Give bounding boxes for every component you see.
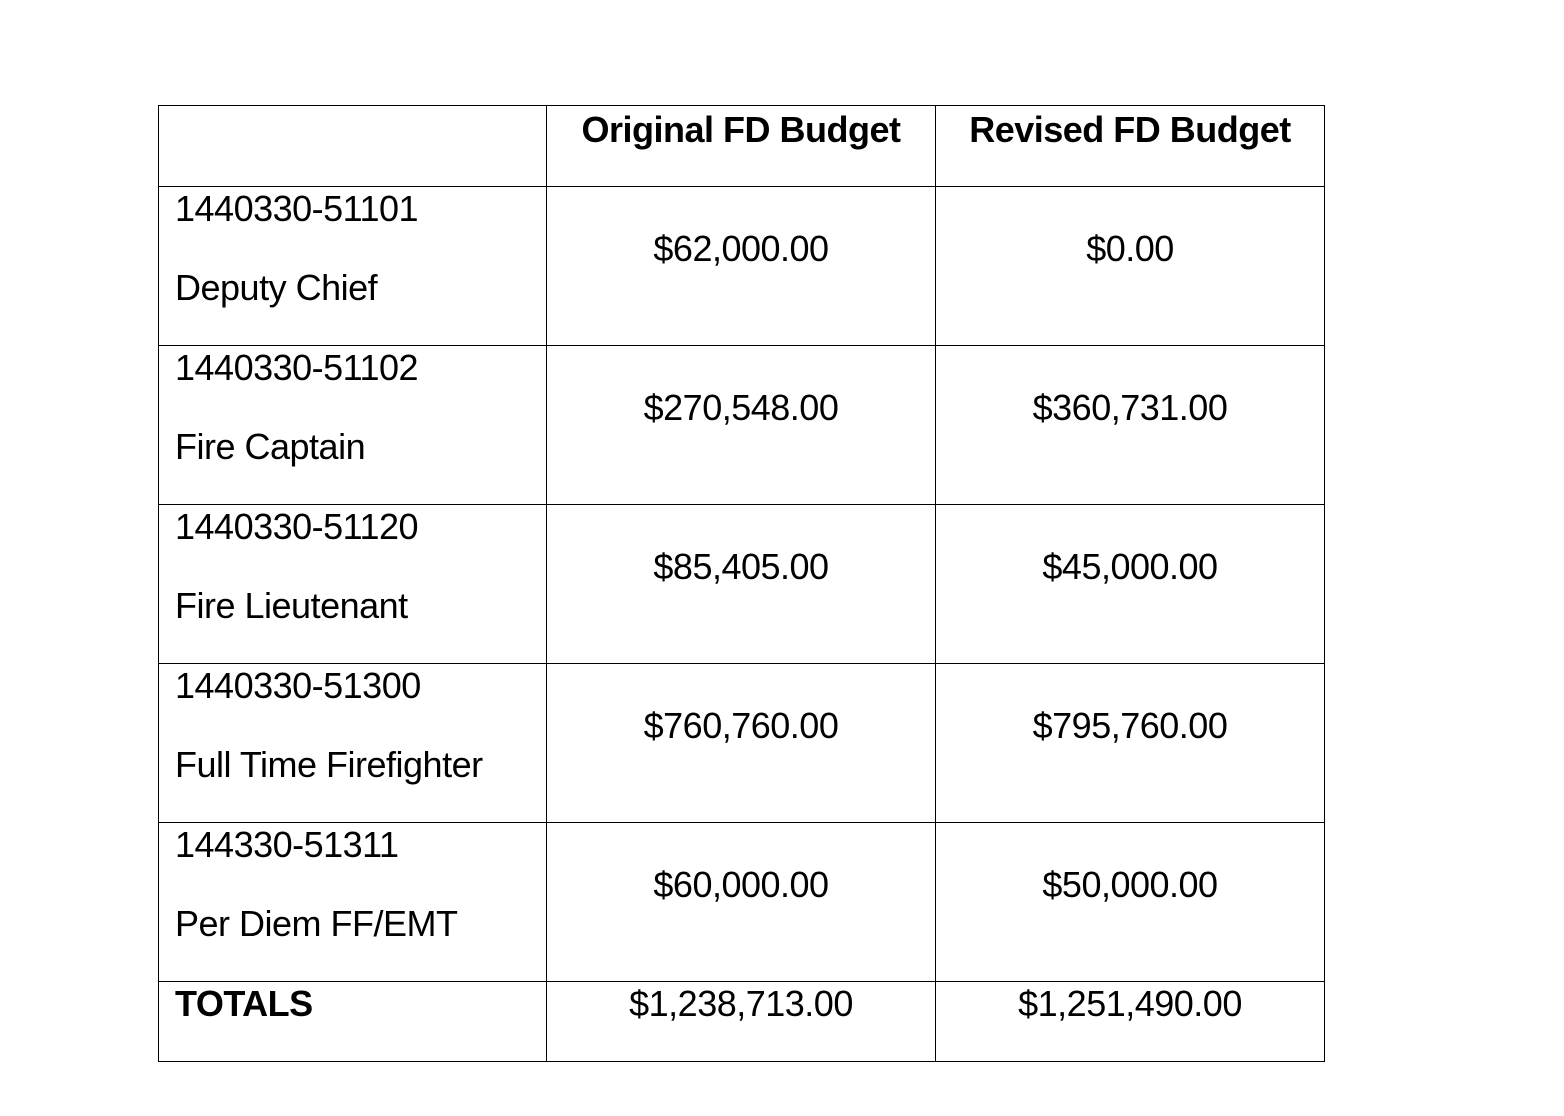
revised-amount: $50,000.00 bbox=[1042, 864, 1218, 905]
revised-amount: $0.00 bbox=[1086, 228, 1174, 269]
table-row bbox=[159, 505, 1325, 664]
original-amount: $760,760.00 bbox=[643, 705, 839, 746]
original-amount: $270,548.00 bbox=[643, 387, 839, 428]
revised-amount-cell bbox=[936, 346, 1325, 505]
table-row bbox=[159, 823, 1325, 982]
totals-original-amount: $1,238,713.00 bbox=[629, 983, 853, 1024]
account-code: 144330-51311 bbox=[175, 824, 399, 865]
account-label-cell bbox=[159, 187, 547, 346]
account-label-cell bbox=[159, 664, 547, 823]
account-label-cell bbox=[159, 823, 547, 982]
totals-label-cell bbox=[159, 982, 547, 1062]
table-row bbox=[159, 664, 1325, 823]
account-label-cell bbox=[159, 346, 547, 505]
header-row bbox=[159, 106, 1325, 187]
account-code: 1440330-51101 bbox=[175, 188, 419, 229]
totals-original-cell bbox=[547, 982, 936, 1062]
account-code: 1440330-51120 bbox=[175, 506, 419, 547]
header-cell-blank bbox=[159, 106, 547, 187]
revised-amount: $795,760.00 bbox=[1032, 705, 1228, 746]
header-revised-budget: Revised FD Budget bbox=[936, 106, 1325, 187]
revised-amount-cell bbox=[936, 664, 1325, 823]
account-description: Deputy Chief bbox=[175, 267, 378, 308]
original-amount-cell bbox=[547, 664, 936, 823]
revised-amount-cell bbox=[936, 505, 1325, 664]
revised-amount-cell bbox=[936, 187, 1325, 346]
revised-amount: $45,000.00 bbox=[1042, 546, 1218, 587]
budget-table bbox=[158, 105, 1325, 1062]
original-amount-cell bbox=[547, 505, 936, 664]
original-amount-cell bbox=[547, 346, 936, 505]
account-label-cell bbox=[159, 505, 547, 664]
original-amount: $85,405.00 bbox=[653, 546, 829, 587]
totals-row bbox=[159, 982, 1325, 1062]
original-amount-cell bbox=[547, 823, 936, 982]
account-code: 1440330-51102 bbox=[175, 347, 419, 388]
totals-label: TOTALS bbox=[175, 983, 313, 1024]
original-amount-cell bbox=[547, 187, 936, 346]
account-description: Fire Captain bbox=[175, 426, 366, 467]
original-amount: $62,000.00 bbox=[653, 228, 829, 269]
revised-amount-cell bbox=[936, 823, 1325, 982]
header-original-budget: Original FD Budget bbox=[547, 106, 936, 187]
original-amount: $60,000.00 bbox=[653, 864, 829, 905]
account-code: 1440330-51300 bbox=[175, 665, 421, 706]
table-row bbox=[159, 187, 1325, 346]
account-description: Per Diem FF/EMT bbox=[175, 903, 458, 944]
totals-revised-cell bbox=[936, 982, 1325, 1062]
table-row bbox=[159, 346, 1325, 505]
totals-revised-amount: $1,251,490.00 bbox=[1018, 983, 1242, 1024]
revised-amount: $360,731.00 bbox=[1032, 387, 1228, 428]
account-description: Full Time Firefighter bbox=[175, 744, 483, 785]
account-description: Fire Lieutenant bbox=[175, 585, 408, 626]
